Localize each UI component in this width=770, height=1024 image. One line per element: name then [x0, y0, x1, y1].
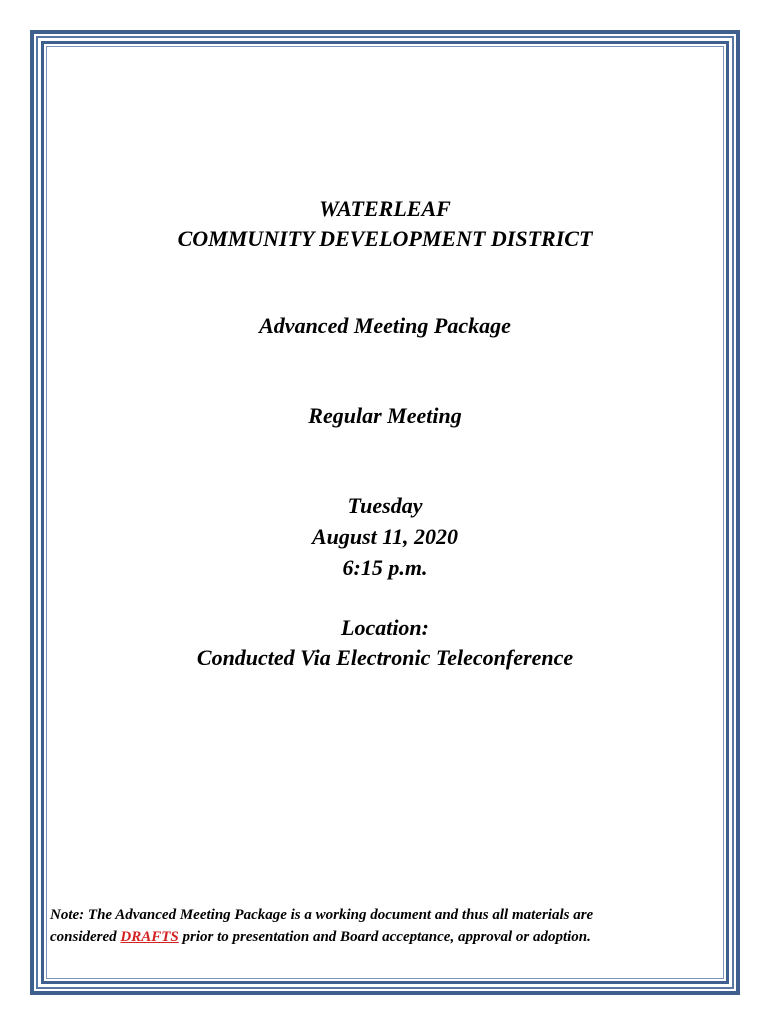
package-title: Advanced Meeting Package	[259, 313, 511, 338]
meeting-date: August 11, 2020	[311, 524, 459, 549]
meeting-time: 6:15 p.m.	[342, 555, 428, 580]
note-line-2-suffix: prior to presentation and Board acceptance, approval or adoption.	[178, 929, 591, 945]
note-line-1: Note: The Advanced Meeting Package is a working document and thus all materials are	[50, 907, 594, 923]
district-subtitle: COMMUNITY DEVELOPMENT DISTRICT	[177, 226, 593, 251]
location-value: Conducted Via Electronic Teleconference	[196, 645, 574, 670]
location-label: Location:	[341, 615, 429, 640]
note-line-2-prefix: considered	[50, 929, 121, 945]
meeting-type: Regular Meeting	[308, 403, 462, 428]
drafts-note	[50, 904, 720, 948]
meeting-day: Tuesday	[347, 493, 423, 518]
district-name: WATERLEAF	[319, 196, 451, 221]
drafts-word: DRAFTS	[120, 929, 179, 945]
